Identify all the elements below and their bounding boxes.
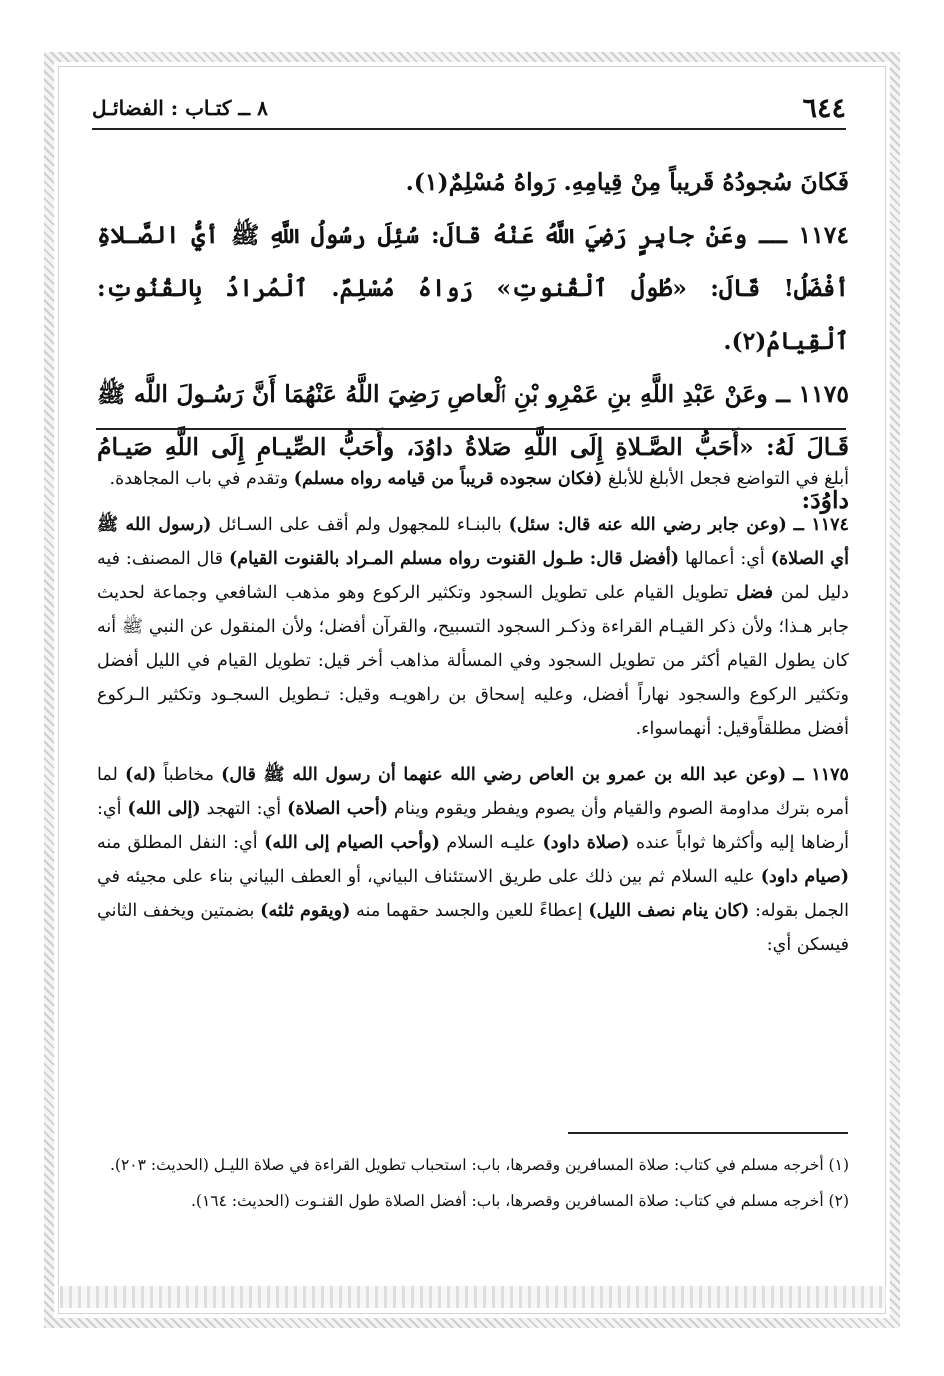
commentary [97,462,849,974]
quoted-text: (وأحب الصيام إلى الله) [264,833,440,853]
quoted-text: (كان ينام نصف الليل) [588,901,750,921]
footnote-2: (٢) أخرجه مسلم في كتاب: صلاة المسافرين وقصرها، باب: أفضل الصلاة طول القنـوت (الحديث: ١٦٤). [190,1192,849,1210]
commentary-text: أبلغ في التواضع فجعل الأبلغ للأبلغ [607,469,849,489]
commentary-text: أي: أعمالها [684,549,765,569]
quoted-text: (فكان سجوده قريباً من قيامه رواه مسلم) [293,469,603,489]
hadith-number: ١١٧٥ ــ [776,380,849,408]
commentary-number: ١١٧٥ ــ [793,765,849,785]
commentary-text: مخاطباً [163,765,214,785]
page-header [92,88,846,130]
hadith-1174 [97,209,849,368]
commentary-paragraph [97,462,849,496]
commentary-text: عليه السلام ثم بين ذلك على طريق الاستئناف البياني، أو العطف البياني بناء على مجيئه في الجمل بقوله: [97,867,850,921]
commentary-text: إعطاءً للعين والجسد حقهما منه [356,901,583,921]
commentary-text: وتقدم في باب المجاهدة. [109,469,289,489]
quoted-text: (أفضل قال: طـول القنوت رواه مسلم المـراد بالقنوت القيام) [228,549,680,569]
quoted-text: (صيام داود) [760,867,849,887]
quoted-text: (وعن عبد الله بن عمرو بن العاص رضي الله عنهما أن رسول الله ﷺ قال) [221,765,787,785]
commentary-paragraph [97,758,849,962]
bottom-ornament [60,1286,886,1308]
commentary-text: أي: النفل المطلق منه [97,833,258,853]
quoted-text: فضل [736,583,773,603]
commentary-text: بضمتين ويخفف الثاني فيسكن أي: [97,901,849,955]
page-number: ٦٤٤ [802,92,846,124]
running-title: ٨ ــ كتـاب : الفضائـل [92,96,268,120]
hadith-number: ١١٧٤ ــ [759,221,849,249]
commentary-text: أي: أرضاها إليه وأكثرها ثواباً عنده [97,799,849,853]
footnote-divider [568,1132,848,1134]
footnote-1: (١) أخرجه مسلم في كتاب: صلاة المسافرين وقصرها، باب: استحباب تطويل القراءة في صلاة الليـل (الحديث: ٢٠٣). [110,1156,849,1174]
quoted-text: (إلى الله) [127,799,201,819]
hadith-continuation: فَكانَ سُجودُهُ قَريباً مِنْ قِيامِهِ. رَواهُ مُسْلِمٌ(١). [405,168,849,196]
commentary-text: بالبنـاء للمجهول ولم أقف على السـائل [218,515,502,535]
commentary-number: ١١٧٤ ــ [793,515,849,535]
commentary-text: تطويل القيام على تطويل السجود وتكثير الركوع وهو مذهب الشافعي وجماعة لحديث جابر هـذا؛ ولأن ذكر القيـام القراءة وذكـر السجود التسبيح، والقرآن أفضل؛ ولأن المنقول عن النبي ﷺ أنه كان يطول القيام أكثر من تطويل السجود وفي المسألة مذاهب أخر قيل: تطويل القيام في الليل أفضل وتكثير الركوع والسجود نهاراً أفضل، وعليه إسحاق بن راهويـه وقيل: تـطويل السجـود وتكثير الـركوع أفضل مطلقاًوقيل: أنهماسواء. [97,583,849,739]
quoted-text: (وعن جابر رضي الله عنه قال: سئل) [508,515,787,535]
commentary-text: عليـه السلام [446,833,537,853]
text-commentary-divider [96,428,846,430]
quoted-text: (ويقوم ثلثه) [260,901,351,921]
quoted-text: (رسول الله ﷺ أي الصلاة) [97,515,849,569]
commentary-text: أي: التهجد [206,799,282,819]
hadith-body: وعَنْ جابِرٍ رَضِيَ اللَّهُ عَنْهُ قالَ: سُئِلَ رسُولُ اللَّهِ ﷺ أيُّ الصَّـلاةِ أفْضَلُ! قَالَ: «طُولُ ٱلْقُنوتِ» رَواهُ مُسْلِمٌ. ٱلْمُرادُ بِالقُنُوتِ: ٱلْقِيامُ(٢). [97,221,849,355]
quoted-text: (أحب الصلاة) [287,799,389,819]
quoted-text: (صلاة داود) [542,833,630,853]
footnotes [97,1150,849,1222]
commentary-text: قال المصنف: فيه دليل لمن [97,549,849,603]
quoted-text: (له) [124,765,157,785]
commentary-paragraph [97,508,849,746]
hadith-body: وعَنْ عَبْدِ اللَّهِ بنِ عَمْرِو بْنِ ٱلْعاصِ رَضِيَ اللَّهُ عَنْهُمَا أَنَّ رَسُـولَ اللَّه ﷺ قَـالَ لَهُ: «أَحَبُّ الصَّـلاةِ إِلَى اللَّهِ صَلاةُ داوُدَ، وأَحَبُّ الصِّيـامِ إِلَى اللَّهِ صَيـامُ داوُدَ: [97,380,849,514]
commentary-text: لما أمره بترك مداومة الصوم والقيام وأن يصوم ويفطر ويقوم وينام [97,765,849,819]
